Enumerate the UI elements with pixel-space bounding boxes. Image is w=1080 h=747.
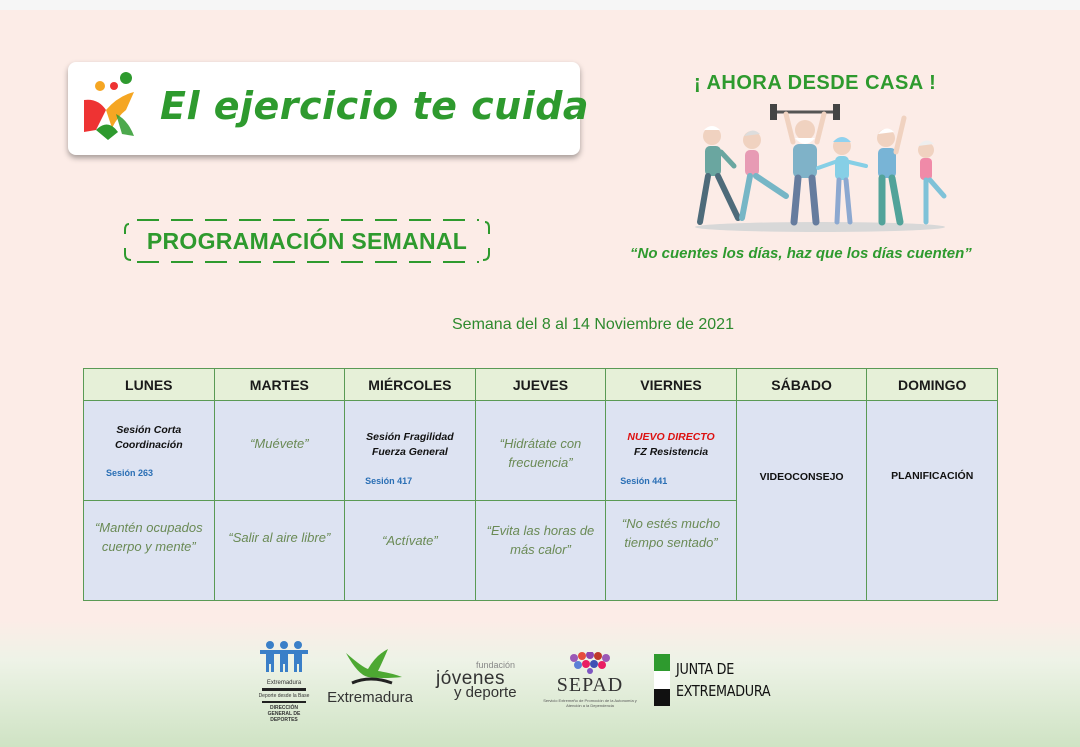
day-header-viernes: VIERNES [606, 369, 737, 401]
fundacion-text: fundación [476, 660, 516, 670]
day-header-sabado: SÁBADO [736, 369, 867, 401]
session-link[interactable]: Sesión 441 [620, 476, 668, 486]
logo-title: El ejercicio te cuida [160, 84, 590, 128]
cell-jueves-tip2 [475, 501, 606, 601]
junta-line2: EXTREMADURA [676, 682, 771, 700]
session-link[interactable]: Sesión 417 [365, 476, 413, 486]
jovenes-text: jóvenes [436, 668, 505, 689]
table-row [84, 401, 998, 501]
cell-miercoles-session [345, 401, 476, 501]
day-header-martes: MARTES [214, 369, 345, 401]
ahora-desde-casa: ¡ AHORA DESDE CASA ! [694, 72, 937, 94]
tip-text: “Mantén ocupados cuerpo y mente” [94, 520, 203, 554]
dots-cluster-icon [540, 652, 640, 674]
tip-text: “No estés mucho tiempo sentado” [621, 516, 721, 550]
cell-sabado [736, 401, 867, 601]
divider [262, 688, 306, 691]
divider [262, 701, 306, 703]
cell-domingo [867, 401, 998, 601]
motivational-quote: “No cuentes los días, haz que los días cuenten” [630, 245, 972, 262]
day-header-domingo: DOMINGO [867, 369, 998, 401]
exercise-logo-icon [78, 70, 138, 144]
cell-lunes-tip [84, 501, 215, 601]
junta-extremadura-logo [652, 652, 782, 708]
table-header-row [84, 369, 998, 401]
sepad-text: SEPAD [556, 674, 624, 696]
logo-card [68, 62, 590, 155]
stork-icon [322, 645, 418, 689]
day-header-lunes: LUNES [84, 369, 215, 401]
ext-dep-sub: DIRECCIÓN GENERAL DE DEPORTES [267, 705, 301, 723]
week-range: Semana del 8 al 14 Noviembre de 2021 [452, 316, 734, 333]
extremadura-flag-icon [654, 654, 670, 706]
tip-text: “Evita las horas de más calor” [486, 523, 595, 557]
seniors-exercising-illustration [690, 100, 948, 235]
session-title: FZ Resistencia [633, 446, 709, 458]
tip-text: “Hidrátate con frecuencia” [499, 436, 582, 470]
extremadura-logo [322, 645, 418, 707]
session-title: Sesión Fragilidad Fuerza General [366, 431, 454, 458]
planificacion-label: PLANIFICACIÓN [891, 470, 974, 482]
cell-miercoles-tip [345, 501, 476, 601]
top-strip [0, 0, 1080, 10]
junta-line1: JUNTA DE [676, 660, 735, 678]
cell-lunes-session [84, 401, 215, 501]
ext-dep-tagline: Deporte desde la Base [258, 693, 310, 699]
cell-martes-tip [214, 401, 345, 501]
tip-text: “Muévete” [250, 436, 309, 451]
extremadura-deporte-logo [258, 640, 310, 723]
sepad-subtext: Servicio Extremeño de Promoción de la Autonomía y Atención a la Dependencia [543, 698, 637, 708]
ydeporte-text: y deporte [454, 684, 517, 701]
session-title: Sesión Corta Coordinación [114, 424, 183, 451]
weekly-schedule-table [83, 368, 998, 601]
cell-martes-tip2 [214, 501, 345, 601]
kids-figures-icon [258, 640, 310, 674]
videoconsejo-label: VIDEOCONSEJO [759, 471, 844, 483]
cell-jueves-tip [475, 401, 606, 501]
day-header-miercoles: MIÉRCOLES [345, 369, 476, 401]
session-link[interactable]: Sesión 263 [106, 468, 154, 478]
cell-viernes-session [606, 401, 737, 501]
tip-text: “Salir al aire libre” [228, 530, 331, 545]
cell-viernes-tip [606, 501, 737, 601]
day-header-jueves: JUEVES [475, 369, 606, 401]
new-live-badge: NUEVO DIRECTO [627, 431, 715, 443]
sepad-logo [540, 652, 640, 712]
programacion-title: PROGRAMACIÓN SEMANAL [146, 228, 468, 254]
tip-text: “Actívate” [382, 533, 438, 548]
fundacion-jovenes-deporte-logo [436, 660, 536, 705]
extremadura-text: Extremadura [327, 689, 413, 706]
programacion-banner [123, 216, 491, 266]
ext-dep-name: Extremadura [266, 680, 302, 686]
